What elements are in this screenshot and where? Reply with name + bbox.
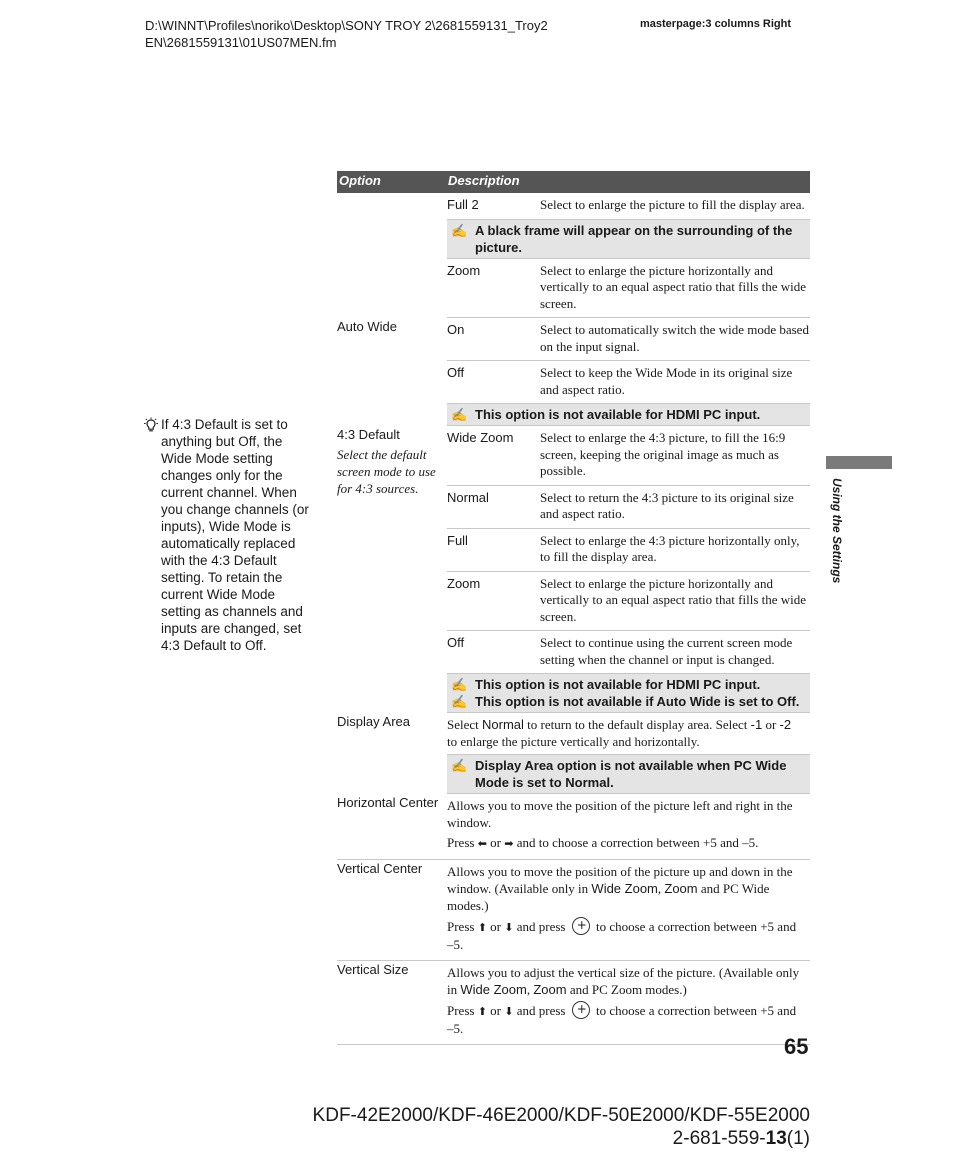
pencil-note-icon: ✍: [451, 758, 468, 773]
sub-option-desc: Select to return the 4:3 picture to its original size and aspect ratio.: [540, 489, 794, 521]
sub-option-label: Off: [447, 365, 465, 380]
sub-option-row: [447, 193, 810, 220]
note-text: A black frame will appear on the surrounding of the picture.: [475, 222, 793, 255]
file-path-line1: D:\WINNT\Profiles\noriko\Desktop\SONY TROY 2\2681559131_Troy2: [145, 18, 548, 33]
sub-option-desc: Select to enlarge the 4:3 picture, to fill the 16:9 screen, keeping the original image as much as possible.: [540, 430, 786, 478]
pencil-note-icon: ✍: [451, 677, 468, 692]
note-text: This option is not available for HDMI PC input.: [475, 407, 761, 422]
file-path-line2: EN\2681559131\01US07MEN.fm: [145, 35, 337, 50]
option-label: Vertical Size: [337, 962, 409, 977]
page-number: 65: [784, 1034, 809, 1059]
arrow-down-icon: ⬇: [504, 921, 514, 934]
sub-option-label: Off: [447, 635, 465, 650]
table-row: [337, 961, 810, 1045]
arrow-left-icon: ⬅: [477, 837, 487, 850]
option-label: 4:3 Default: [337, 427, 400, 442]
lightbulb-icon: [143, 417, 159, 433]
option-cell: [337, 426, 447, 713]
sub-option-row: [447, 572, 810, 632]
sub-option-label: Normal: [447, 489, 489, 505]
note-text: Display Area option is not available when PC Wide Mode is set to Normal.: [475, 758, 787, 790]
arrow-down-icon: ⬇: [504, 1005, 514, 1018]
settings-table: [337, 171, 810, 1045]
pencil-note-icon: ✍: [451, 407, 468, 422]
note-text: This option is not available if Auto Wide is set to Off.: [475, 694, 800, 709]
sub-option-desc: Select to enlarge the 4:3 picture horizontally only, to fill the display area.: [540, 532, 800, 564]
note-box: [447, 755, 810, 794]
masterpage-label: masterpage:3 columns Right: [640, 18, 791, 30]
sub-option-desc: Select to enlarge the picture horizontally and vertically to an equal aspect ratio that fills the wide screen.: [540, 262, 807, 311]
arrow-up-icon: ⬆: [477, 1005, 487, 1018]
sub-option-row: [447, 259, 810, 319]
option-label: Vertical Center: [337, 861, 423, 876]
sub-option-label: On: [447, 322, 465, 337]
sub-option-label: Full: [447, 532, 468, 548]
footer-models: KDF-42E2000/KDF-46E2000/KDF-50E2000/KDF-55E2000: [312, 1105, 810, 1126]
section-tab-label: Using the Settings: [830, 478, 844, 584]
sub-option-desc: Select to keep the Wide Mode in its original size and aspect ratio.: [540, 365, 793, 397]
sub-option-desc: Select to enlarge the picture horizontally and vertically to an equal aspect ratio that fills the wide screen.: [540, 575, 807, 624]
tip-text: If 4:3 Default is set to anything but Off, the Wide Mode setting changes only for the current channel. When you change channels (or inputs), Wide Mode is automatically replaced with the 4:3 Default setting. To retain the current Wide Mode setting as channels and inputs are changed, set 4:3 Default to Off.: [161, 417, 309, 653]
table-row: [337, 193, 810, 318]
sub-option-label: Full 2: [447, 197, 479, 212]
sub-option-desc: Select to continue using the current screen mode setting when the channel or input is changed.: [540, 635, 793, 667]
sub-option-label: Zoom: [447, 575, 481, 591]
note-box: [447, 404, 810, 426]
option-desc: Allows you to move the position of the picture left and right in the window. Press ⬅ or ➡ and to choose a correction between +5 and –5.: [447, 798, 793, 850]
footer-code: 2-681-559-13(1): [672, 1128, 810, 1149]
option-sublabel: Select the default screen mode to use for 4:3 sources.: [337, 446, 436, 496]
option-label: Auto Wide: [337, 319, 397, 334]
note-box: [447, 674, 810, 713]
option-cell-empty: [337, 193, 447, 318]
sub-option-row: [447, 486, 810, 529]
arrow-up-icon: ⬆: [477, 921, 487, 934]
sub-option-label: Zoom: [447, 262, 481, 278]
enter-button-icon: [572, 917, 590, 935]
table-row: [337, 713, 810, 794]
option-label: Display Area: [337, 714, 410, 729]
enter-button-icon: [572, 1001, 590, 1019]
table-header: [337, 171, 810, 193]
sub-option-row: [447, 631, 810, 674]
sub-option-row: [447, 361, 810, 404]
table-row: [337, 426, 810, 713]
table-row: [337, 794, 810, 860]
sub-option-row: [447, 529, 810, 572]
note-box: [447, 220, 810, 259]
sub-option-desc: Select to automatically switch the wide mode based on the input signal.: [540, 322, 809, 354]
option-label: Horizontal Center: [337, 795, 439, 810]
col-header-option: Option: [339, 173, 381, 188]
pencil-note-icon: ✍: [451, 694, 468, 709]
file-path-header: [145, 17, 548, 51]
sub-option-label: Wide Zoom: [447, 430, 514, 445]
pencil-note-icon: ✍: [451, 222, 468, 238]
note-text: This option is not available for HDMI PC input.: [475, 677, 761, 692]
sidebar-tip: [143, 416, 311, 654]
option-desc: Allows you to adjust the vertical size of the picture. (Available only in Wide Zoom, Zoom and PC Zoom modes.) Press ⬆ or ⬇ and press + to choose a correction between +5 and –5.: [447, 961, 810, 1044]
table-row: [337, 318, 810, 426]
sub-option-desc: Select to enlarge the picture to fill the display area.: [540, 197, 805, 212]
option-desc: Select Normal to return to the default display area. Select -1 or -2 to enlarge the picture vertically and horizontally.: [447, 713, 810, 755]
sub-option-row: [447, 318, 810, 361]
option-desc: Allows you to move the position of the picture up and down in the window. (Available only in Wide Zoom, Zoom and PC Wide modes.) Press ⬆ or ⬇ and press + to choose a correction between +5 and –5.: [447, 860, 810, 960]
sub-option-row: [447, 426, 810, 486]
table-row: [337, 860, 810, 961]
section-tab-bar: [826, 456, 892, 469]
col-header-description: Description: [448, 173, 520, 188]
arrow-right-icon: ➡: [504, 837, 514, 850]
